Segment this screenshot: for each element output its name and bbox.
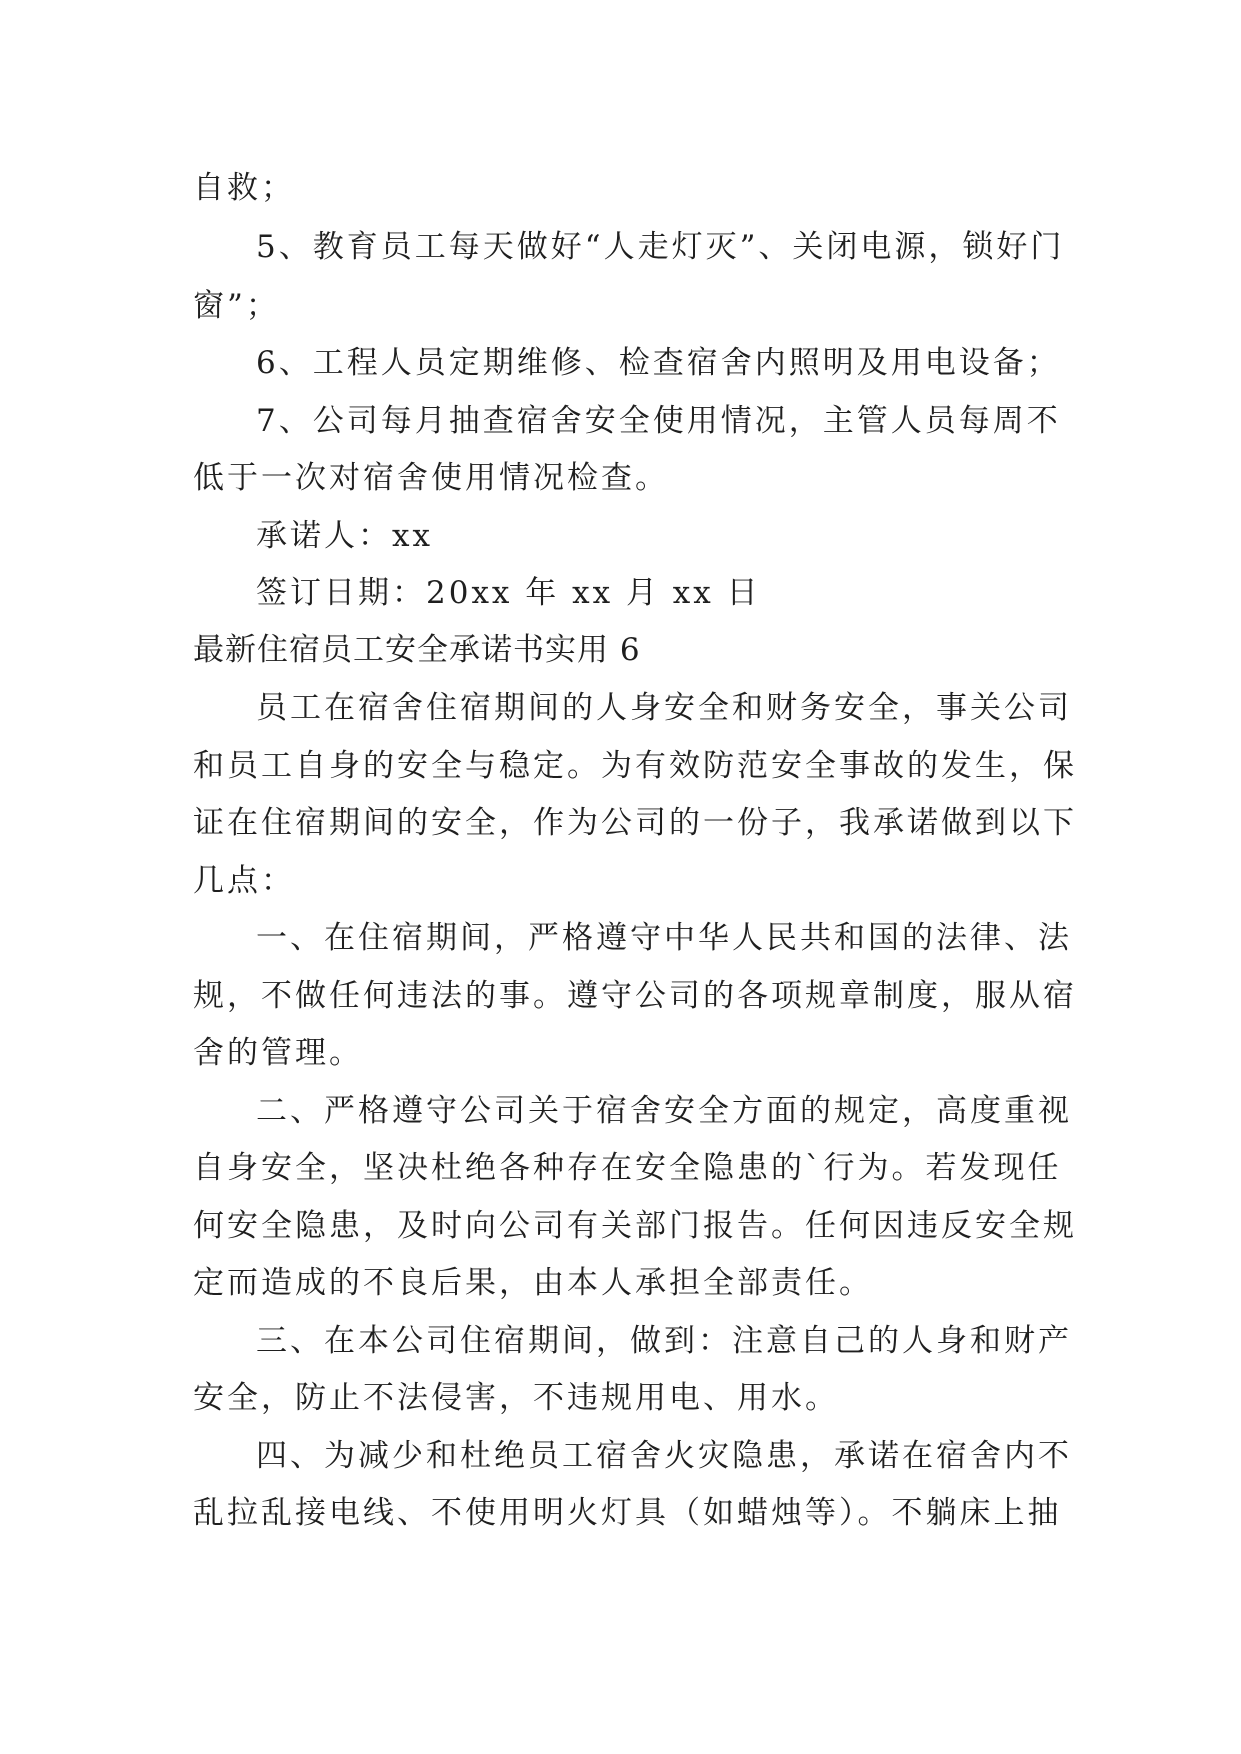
text-line: 四、为减少和杜绝员工宿舍火灾隐患，承诺在宿舍内不: [256, 1438, 1072, 1474]
text-line: 几点：: [193, 863, 295, 899]
text-line: 乱拉乱接电线、不使用明火灯具（如蜡烛等）。不躺床上抽: [193, 1495, 1062, 1531]
signing-date-line: 签订日期：20xx 年 xx 月 xx 日: [256, 575, 761, 611]
section-heading: 最新住宿员工安全承诺书实用 6: [193, 632, 641, 668]
text-line: 定而造成的不良后果，由本人承担全部责任。: [193, 1265, 873, 1301]
text-line: 三、在本公司住宿期间，做到：注意自己的人身和财产: [256, 1323, 1072, 1359]
text-line: 7、公司每月抽查宿舍安全使用情况，主管人员每周不: [256, 403, 1061, 439]
text-line: 何安全隐患，及时向公司有关部门报告。任何因违反安全规: [193, 1208, 1077, 1244]
text-line: 规，不做任何违法的事。遵守公司的各项规章制度，服从宿: [193, 978, 1077, 1014]
signatory-line: 承诺人：xx: [256, 518, 433, 554]
text-line: 舍的管理。: [193, 1035, 363, 1071]
text-line: 证在住宿期间的安全，作为公司的一份子，我承诺做到以下: [193, 805, 1077, 841]
text-line: 低于一次对宿舍使用情况检查。: [193, 460, 669, 496]
text-line: 员工在宿舍住宿期间的人身安全和财务安全，事关公司: [256, 690, 1072, 726]
text-line: 自身安全，坚决杜绝各种存在安全隐患的`行为。若发现任: [193, 1150, 1062, 1186]
text-line: 和员工自身的安全与稳定。为有效防范安全事故的发生，保: [193, 748, 1077, 784]
text-line: 6、工程人员定期维修、检查宿舍内照明及用电设备；: [256, 345, 1061, 381]
text-line: 窗”；: [193, 288, 280, 324]
text-line: 5、教育员工每天做好“人走灯灭”、关闭电源，锁好门: [256, 229, 1065, 265]
text-line: 二、严格遵守公司关于宿舍安全方面的规定，高度重视: [256, 1093, 1072, 1129]
text-line: 安全，防止不法侵害，不违规用电、用水。: [193, 1380, 839, 1416]
text-line: 一、在住宿期间，严格遵守中华人民共和国的法律、法: [256, 920, 1072, 956]
text-line: 自救；: [193, 170, 295, 206]
